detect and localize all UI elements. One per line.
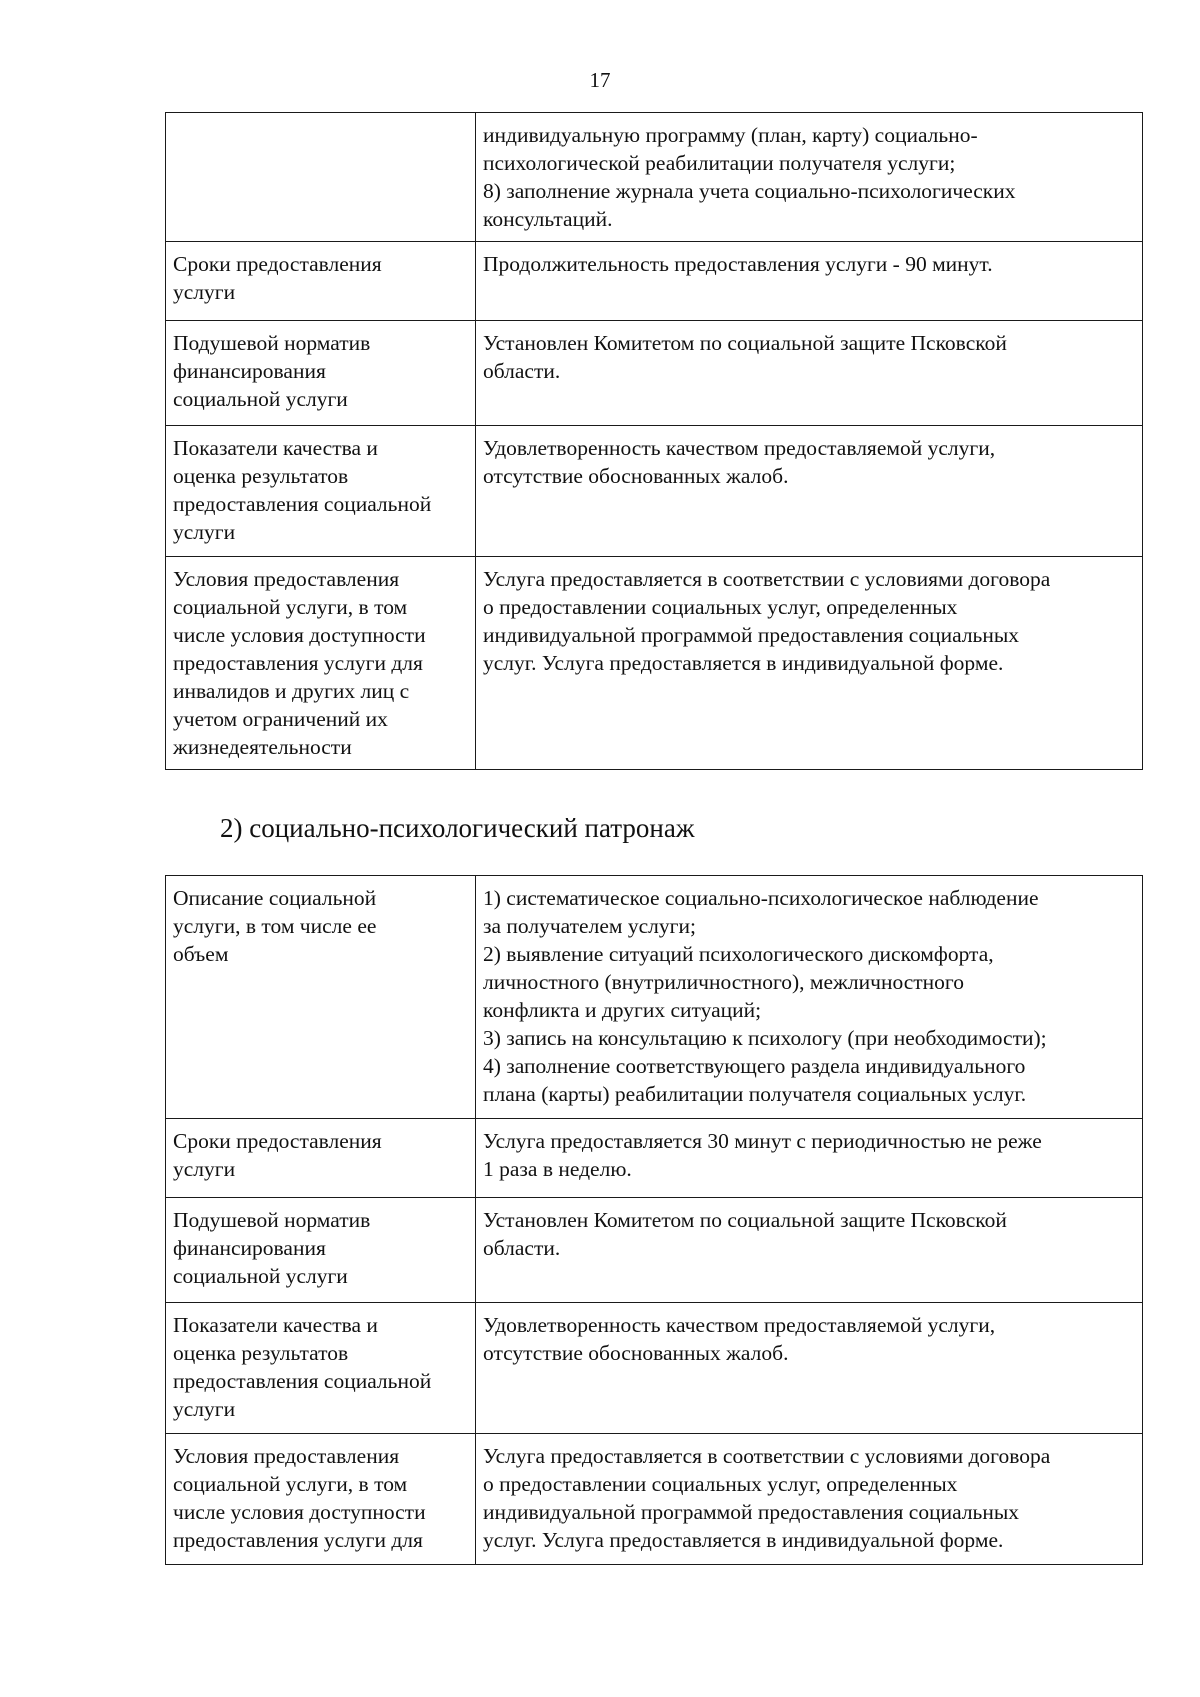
row-content-cell: индивидуальную программу (план, карту) социально- психологической реабилитации получателя услуги; 8) заполнение журнала учета социально-психологических консультаций. [476,113,1143,242]
table-row [166,1198,1143,1303]
row-content-cell: Услуга предоставляется в соответствии с условиями договора о предоставлении социальных услуг, определенных индивидуальной программой предоставления социальных услуг. Услуга предоставляется в индивидуальной форме. [476,1434,1143,1565]
section-heading: 2) социально-психологический патронаж [220,813,695,843]
table-row [166,321,1143,426]
table-row [166,1119,1143,1198]
row-content-cell: Услуга предоставляется в соответствии с условиями договора о предоставлении социальных услуг, определенных индивидуальной программой предоставления социальных услуг. Услуга предоставляется в индивидуальной форме. [476,557,1143,770]
row-label-cell: Подушевой норматив финансирования социальной услуги [166,321,476,426]
row-content-cell: Установлен Комитетом по социальной защите Псковской области. [476,1198,1143,1303]
table-row [166,113,1143,242]
table-row [166,1303,1143,1434]
row-content-cell: Удовлетворенность качеством предоставляемой услуги, отсутствие обоснованных жалоб. [476,1303,1143,1434]
table-row [166,557,1143,770]
row-content-cell: Удовлетворенность качеством предоставляемой услуги, отсутствие обоснованных жалоб. [476,426,1143,557]
row-content-cell: Услуга предоставляется 30 минут с периодичностью не реже 1 раза в неделю. [476,1119,1143,1198]
page-number: 17 [589,68,611,92]
row-label-cell [166,113,476,242]
row-label-cell: Показатели качества и оценка результатов предоставления социальной услуги [166,1303,476,1434]
row-label-cell: Условия предоставления социальной услуги, в том числе условия доступности предоставления услуги для инвалидов и других лиц с учетом ограничений их жизнедеятельности [166,557,476,770]
row-label-cell: Подушевой норматив финансирования социальной услуги [166,1198,476,1303]
row-content-cell: Продолжительность предоставления услуги - 90 минут. [476,242,1143,321]
table-row [166,426,1143,557]
table-row [166,242,1143,321]
row-content-cell: Установлен Комитетом по социальной защите Псковской области. [476,321,1143,426]
row-label-cell: Сроки предоставления услуги [166,242,476,321]
row-label-cell: Описание социальной услуги, в том числе ее объем [166,876,476,1119]
row-label-cell: Условия предоставления социальной услуги, в том числе условия доступности предоставления услуги для [166,1434,476,1565]
table-row [166,1434,1143,1565]
row-label-cell: Показатели качества и оценка результатов предоставления социальной услуги [166,426,476,557]
row-label-cell: Сроки предоставления услуги [166,1119,476,1198]
row-content-cell: 1) систематическое социально-психологическое наблюдение за получателем услуги; 2) выявление ситуаций психологического дискомфорта, личностного (внутриличностного), межличностного конфликта и других ситуаций; 3) запись на консультацию к психологу (при необходимости); 4) заполнение соответствующего раздела индивидуального плана (карты) реабилитации получателя социальных услуг. [476,876,1143,1119]
table-row [166,876,1143,1119]
service-table-1 [165,112,1143,770]
service-table-2 [165,875,1143,1565]
